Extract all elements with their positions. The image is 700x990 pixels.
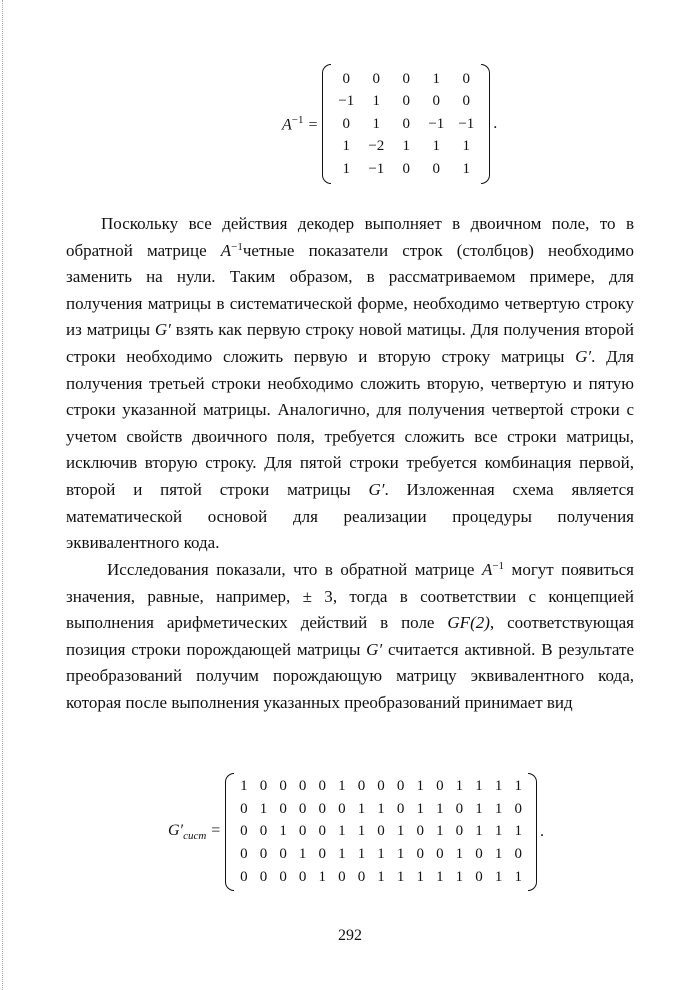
matrix-a-cell: 1 bbox=[432, 70, 441, 87]
right-paren bbox=[481, 64, 490, 184]
matrix-g-cell: 0 bbox=[377, 823, 385, 840]
matrix-g-cell: 0 bbox=[279, 800, 287, 817]
matrix-a-cell: 0 bbox=[342, 70, 351, 87]
matrix-a-cell: 0 bbox=[432, 160, 441, 177]
matrix-g-cell: 1 bbox=[416, 777, 424, 794]
matrix-g-cell: 0 bbox=[357, 869, 366, 886]
matrix-a-cell: 0 bbox=[402, 93, 411, 109]
matrix-g-cell: 0 bbox=[259, 823, 268, 840]
matrix-a-table bbox=[331, 68, 481, 181]
right-paren bbox=[528, 773, 537, 891]
matrix-g-cell: 1 bbox=[436, 869, 444, 886]
matrix-g-cell: 1 bbox=[396, 823, 405, 840]
matrix-g-cell: 1 bbox=[494, 800, 503, 817]
matrix-g-cell: 1 bbox=[396, 846, 405, 863]
matrix-g-cell: 1 bbox=[377, 800, 385, 817]
matrix-a-cell: 1 bbox=[402, 138, 411, 154]
matrix-g-cell: 1 bbox=[436, 823, 444, 840]
matrix-a-cell: 1 bbox=[342, 160, 351, 177]
matrix-g-cell: 0 bbox=[416, 823, 424, 840]
matrix-g-terminator: . bbox=[539, 823, 544, 840]
matrix-g-cell: 1 bbox=[357, 800, 366, 817]
page-edge bbox=[2, 0, 3, 990]
matrix-g-cell: 0 bbox=[259, 777, 268, 794]
matrix-a-row bbox=[331, 68, 481, 91]
matrix-g-cell: 0 bbox=[240, 800, 248, 817]
matrix-a-cell: 0 bbox=[462, 93, 471, 109]
matrix-g-cell: 1 bbox=[475, 800, 483, 817]
matrix-g-cell: 1 bbox=[279, 823, 287, 840]
matrix-g-cell: 1 bbox=[396, 869, 405, 886]
matrix-a-inverse bbox=[282, 64, 497, 184]
page-number: 292 bbox=[338, 927, 362, 944]
matrix-g-cell: 1 bbox=[357, 823, 366, 840]
matrix-g-cell: 0 bbox=[279, 846, 287, 863]
matrix-g-cell: 0 bbox=[240, 869, 248, 886]
matrix-g-cell: 0 bbox=[298, 777, 307, 794]
matrix-g-cell: 1 bbox=[494, 823, 503, 840]
matrix-g-cell: 1 bbox=[494, 846, 503, 863]
matrix-g-cell: 0 bbox=[475, 846, 483, 863]
matrix-g-cell: 0 bbox=[338, 800, 346, 817]
matrix-g-cell: 1 bbox=[416, 800, 424, 817]
matrix-a-cell: 0 bbox=[342, 115, 351, 132]
matrix-a-cell: 1 bbox=[432, 138, 441, 154]
matrix-a-row bbox=[331, 158, 481, 181]
matrix-a-cell: 0 bbox=[372, 70, 381, 87]
matrix-g-table bbox=[234, 775, 528, 889]
matrix-g-cell: 0 bbox=[455, 800, 464, 817]
matrix-g-cell: 0 bbox=[259, 869, 268, 886]
matrix-g-cell: 0 bbox=[338, 869, 346, 886]
matrix-g-systematic bbox=[168, 773, 544, 891]
matrix-a-cell: 0 bbox=[462, 70, 471, 87]
matrix-g-cell: 1 bbox=[377, 846, 385, 863]
matrix-g-cell: 0 bbox=[377, 777, 385, 794]
matrix-a-row bbox=[331, 135, 481, 158]
matrix-g-cell: 0 bbox=[318, 800, 326, 817]
matrix-g-cell: 1 bbox=[475, 823, 483, 840]
matrix-g-cell: 0 bbox=[357, 777, 366, 794]
matrix-g-cell: 0 bbox=[279, 869, 287, 886]
matrix-g-cell: 0 bbox=[396, 800, 405, 817]
matrix-g-row bbox=[234, 798, 528, 821]
matrix-a-cell: −2 bbox=[368, 138, 385, 154]
matrix-a-cell: 1 bbox=[462, 138, 471, 154]
matrix-g-cell: 1 bbox=[338, 777, 346, 794]
matrix-g-row bbox=[234, 843, 528, 866]
matrix-g-cell: 0 bbox=[298, 823, 307, 840]
matrix-a-cell: −1 bbox=[368, 160, 385, 177]
left-paren bbox=[225, 773, 234, 891]
matrix-g-cell: 1 bbox=[338, 846, 346, 863]
matrix-g-cell: 1 bbox=[436, 800, 444, 817]
matrix-g-cell: 0 bbox=[396, 777, 405, 794]
matrix-a-cell: −1 bbox=[458, 115, 475, 132]
matrix-g-cell: 0 bbox=[318, 846, 326, 863]
matrix-a-cell: 1 bbox=[342, 138, 351, 154]
matrix-g-cell: 0 bbox=[514, 846, 522, 863]
matrix-g-cell: 0 bbox=[240, 846, 248, 863]
matrix-g-cell: 1 bbox=[259, 800, 268, 817]
matrix-a-cell: −1 bbox=[428, 115, 445, 132]
matrix-a-row bbox=[331, 113, 481, 136]
matrix-g-cell: 1 bbox=[514, 869, 522, 886]
matrix-g-cell: 1 bbox=[494, 777, 503, 794]
matrix-g-cell: 0 bbox=[318, 823, 326, 840]
matrix-a-cell: 0 bbox=[402, 160, 411, 177]
matrix-g-cell: 0 bbox=[514, 800, 522, 817]
matrix-a-row bbox=[331, 90, 481, 113]
matrix-g-cell: 0 bbox=[318, 777, 326, 794]
matrix-g-cell: 1 bbox=[514, 823, 522, 840]
matrix-g-cell: 1 bbox=[377, 869, 385, 886]
matrix-g-cell: 1 bbox=[455, 846, 464, 863]
matrix-a-cell: 0 bbox=[402, 70, 411, 87]
matrix-g-cell: 0 bbox=[455, 823, 464, 840]
matrix-g-cell: 0 bbox=[416, 846, 424, 863]
matrix-g-cell: 1 bbox=[514, 777, 522, 794]
matrix-a-cell: 0 bbox=[432, 93, 441, 109]
matrix-g-cell: 0 bbox=[259, 846, 268, 863]
matrix-g-cell: 1 bbox=[240, 777, 248, 794]
matrix-a-terminator: . bbox=[493, 115, 498, 132]
left-paren bbox=[322, 64, 331, 184]
matrix-g-cell: 0 bbox=[436, 846, 444, 863]
matrix-a-cell: 1 bbox=[462, 160, 471, 177]
matrix-g-cell: 1 bbox=[338, 823, 346, 840]
matrix-g-row bbox=[234, 775, 528, 798]
matrix-a-cell: 0 bbox=[402, 115, 411, 132]
paragraph-2: Исследования показали, что в обратной матрице $A^{-1}$ могут появиться значения, равные, например, ± 3, тогда в соответствии с концепцией выполнения арифметических действий в поле GF(2), соответствующая позиция строки порождающей матрицы G′ считается активной. В результате преобразований получим порождающую матрицу эквивалентного кода, которая после выполнения указанных преобразований принимает вид bbox=[66, 560, 635, 712]
matrix-g-cell: 1 bbox=[455, 869, 464, 886]
matrix-g-label: $G'_{сист}$ = bbox=[168, 821, 222, 843]
matrix-a-cell: −1 bbox=[338, 93, 355, 109]
matrix-g-cell: 1 bbox=[416, 869, 424, 886]
paragraph-1: Поскольку все действия декодер выполняет в двоичном поле, то в обратной матрице $A^{-1}четные$ показатели строк (столбцов) необходимо заменить на нули. Таким образом, в рассматриваемом примере, для получения матрицы в систематической форме, необходимо четвертую строку из матрицы G′ взять как первую строку новой матицы. Для получения второй строки необходимо сложить первую и вторую строку матрицы G′. Для получения третьей строки необходимо сложить вторую, четвертую и пятую строки указанной матрицы. Аналогично, для получения четвертой строки с учетом свойств двоичного поля, требуется сложить все строки матрицы, исключив вторую строку. Для пятой строки требуется комбинация первой, второй и пятой строки матрицы G′. Изложенная схема является математической основой для реализации процедуры получения эквивалентного кода. bbox=[66, 214, 634, 553]
matrix-g-cell: 1 bbox=[475, 777, 483, 794]
matrix-g-cell: 0 bbox=[475, 869, 483, 886]
matrix-g-cell: 1 bbox=[298, 846, 307, 863]
matrix-a-cell: 1 bbox=[372, 93, 381, 109]
matrix-g-cell: 1 bbox=[455, 777, 464, 794]
matrix-g-cell: 1 bbox=[318, 869, 326, 886]
matrix-g-cell: 1 bbox=[494, 869, 503, 886]
matrix-g-cell: 0 bbox=[298, 869, 307, 886]
matrix-g-row bbox=[234, 866, 528, 889]
matrix-g-cell: 1 bbox=[357, 846, 366, 863]
matrix-g-cell: 0 bbox=[436, 777, 444, 794]
matrix-g-cell: 0 bbox=[240, 823, 248, 840]
matrix-g-cell: 0 bbox=[279, 777, 287, 794]
matrix-g-cell: 0 bbox=[298, 800, 307, 817]
matrix-a-label: $A^{-1}$ = bbox=[282, 113, 319, 134]
matrix-g-row bbox=[234, 821, 528, 844]
matrix-a-cell: 1 bbox=[372, 115, 381, 132]
